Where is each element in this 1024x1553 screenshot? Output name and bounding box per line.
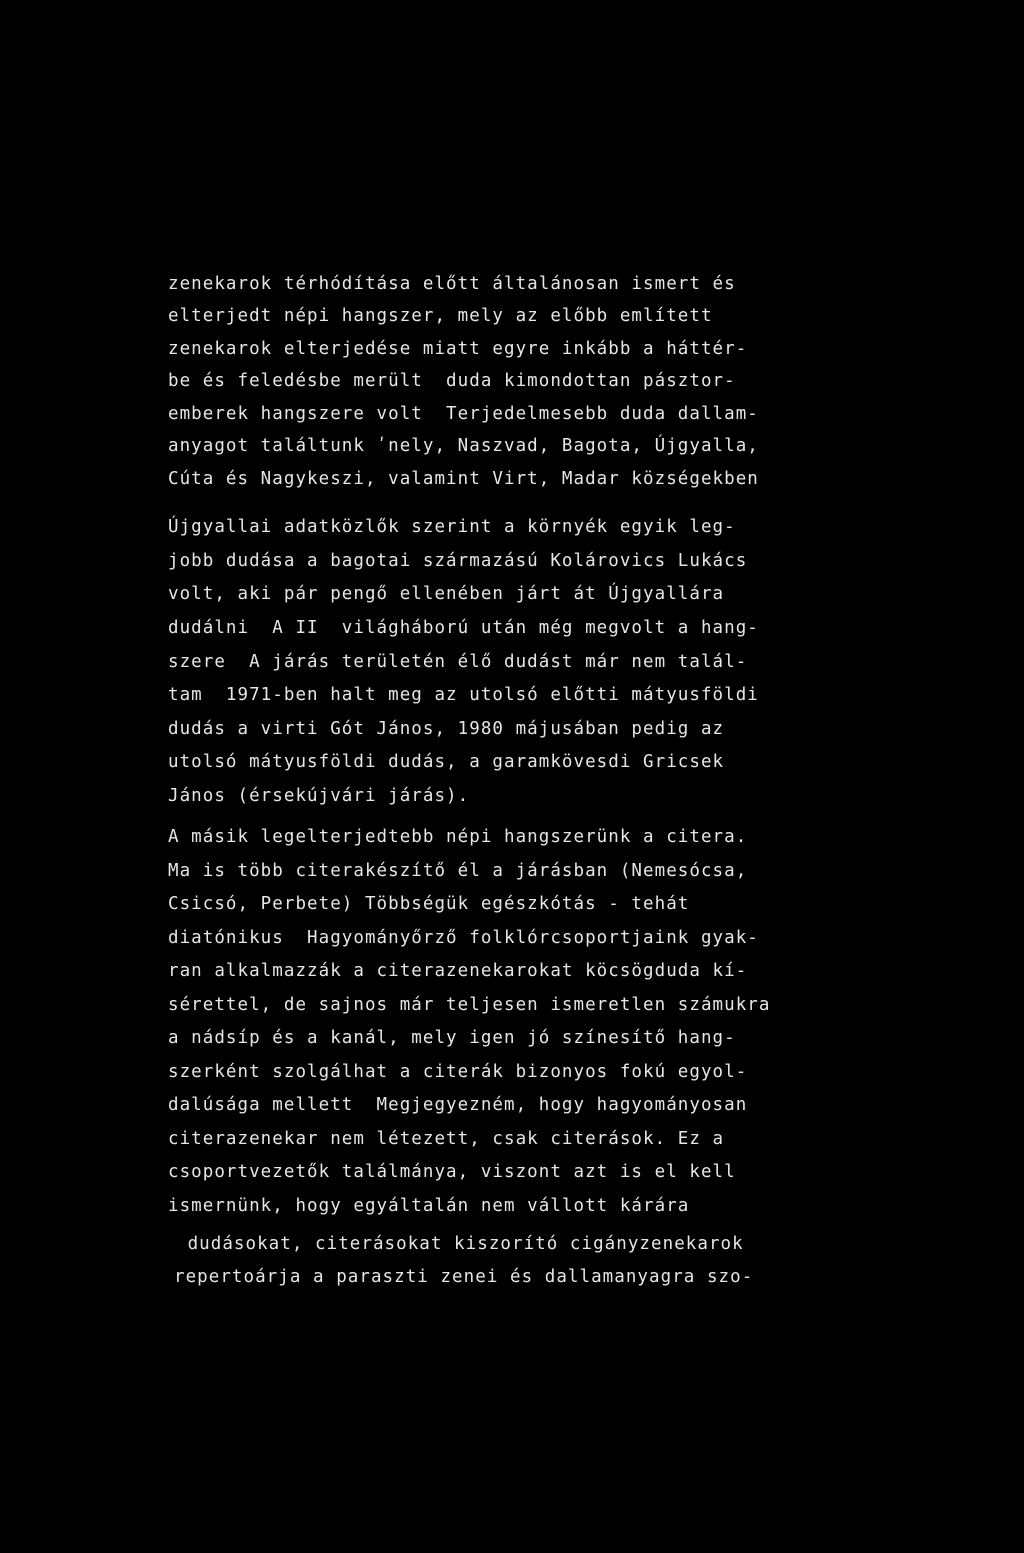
text-line: diatónikus Hagyományőrző folklórcsoportjaink gyak-	[168, 928, 759, 948]
text-line: ismernünk, hogy egyáltalán nem vállott kárára	[168, 1196, 690, 1216]
text-line: be és feledésbe merült duda kimondottan pásztor-	[168, 371, 736, 391]
text-line: tam 1971-ben halt meg az utolsó előtti mátyusföldi	[168, 685, 759, 705]
text-line: Csicsó, Perbete) Többségük egészkótás - tehát	[168, 894, 690, 914]
text-line: Ma is több citerakészítő él a járásban (Nemesócsa,	[168, 861, 748, 881]
text-line: jobb dudása a bagotai származású Kolárovics Lukács	[168, 551, 748, 571]
text-line: zenekarok térhódítása előtt általánosan ismert és	[168, 274, 736, 294]
text-line: utolsó mátyusföldi dudás, a garamkövesdi Gricsek	[168, 752, 725, 772]
text-line: anyagot találtunk ʹnely, Naszvad, Bagota, Újgyalla,	[168, 436, 759, 456]
text-line: dudás a virti Gót János, 1980 májusában pedig az	[168, 719, 725, 739]
text-line: citerazenekar nem létezett, csak citerások. Ez a	[168, 1129, 725, 1149]
text-line: szerként szolgálhat a citerák bizonyos fokú egyol-	[168, 1062, 748, 1082]
text-line: ran alkalmazzák a citerazenekarokat köcsögduda kí-	[168, 961, 748, 981]
text-line: Cúta és Nagykeszi, valamint Virt, Madar községekben	[168, 469, 759, 489]
text-line: A másik legelterjedtebb népi hangszerünk a citera.	[168, 827, 748, 847]
text-line: emberek hangszere volt Terjedelmesebb duda dallam-	[168, 404, 759, 424]
text-line: János (érsekújvári járás).	[168, 786, 470, 806]
text-line: szere A járás területén élő dudást már nem talál-	[168, 652, 748, 672]
text-line: elterjedt népi hangszer, mely az előbb említett	[168, 306, 713, 326]
text-line: zenekarok elterjedése miatt egyre inkább a háttér-	[168, 339, 748, 359]
text-line: dudálni A II világháború után még megvolt a hang-	[168, 618, 759, 638]
text-line: sérettel, de sajnos már teljesen ismeretlen számukra	[168, 995, 771, 1015]
text-line: dalúsága mellett Megjegyezném, hogy hagyományosan	[168, 1095, 748, 1115]
text-line: dudásokat, citerásokat kiszorító cigányzenekarok	[176, 1234, 744, 1254]
text-line: a nádsíp és a kanál, mely igen jó színesítő hang-	[168, 1028, 736, 1048]
text-line: repertoárja a paraszti zenei és dallamanyagra szo-	[174, 1267, 754, 1287]
text-line: volt, aki pár pengő ellenében járt át Újgyallára	[168, 584, 725, 604]
text-line: Újgyallai adatközlők szerint a környék egyik leg-	[168, 517, 736, 537]
text-line: csoportvezetők találmánya, viszont azt is el kell	[168, 1162, 736, 1182]
